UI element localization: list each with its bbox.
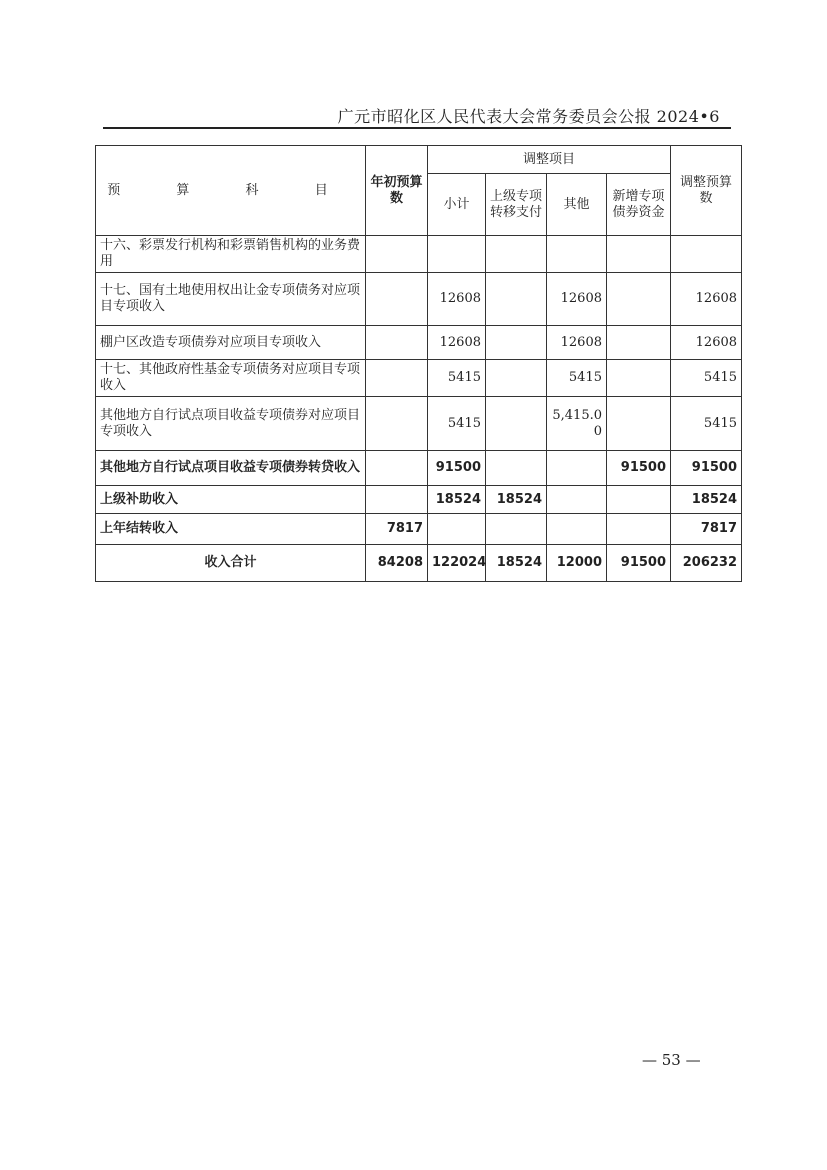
cell-subtotal	[428, 514, 486, 545]
cell-initial	[366, 486, 428, 514]
cell-subtotal: 18524	[428, 486, 486, 514]
header-transfer: 上级专项转移支付	[486, 174, 547, 236]
header-initial-budget: 年初预算数	[366, 146, 428, 236]
cell-transfer	[486, 236, 547, 273]
cell-other	[547, 486, 607, 514]
table-row	[96, 326, 742, 360]
cell-transfer	[486, 326, 547, 360]
cell-initial: 84208	[366, 545, 428, 582]
row-name: 其他地方自行试点项目收益专项债券对应项目专项收入	[96, 397, 366, 451]
cell-initial	[366, 451, 428, 486]
cell-bond	[607, 273, 671, 326]
header-subtotal: 小计	[428, 174, 486, 236]
row-name: 十七、其他政府性基金专项债务对应项目专项收入	[96, 360, 366, 397]
cell-bond: 91500	[607, 545, 671, 582]
cell-other	[547, 236, 607, 273]
cell-initial	[366, 236, 428, 273]
cell-adjusted: 18524	[671, 486, 742, 514]
cell-other: 12608	[547, 326, 607, 360]
table-row	[96, 486, 742, 514]
cell-adjusted: 7817	[671, 514, 742, 545]
table-row	[96, 236, 742, 273]
row-name: 收入合计	[96, 545, 366, 582]
cell-subtotal: 12608	[428, 273, 486, 326]
cell-other	[547, 451, 607, 486]
header-subject: 预 算 科 目	[96, 146, 366, 236]
cell-adjusted: 5415	[671, 360, 742, 397]
cell-bond	[607, 397, 671, 451]
cell-transfer	[486, 514, 547, 545]
cell-initial	[366, 273, 428, 326]
row-name: 上级补助收入	[96, 486, 366, 514]
table-row-total	[96, 545, 742, 582]
row-name: 棚户区改造专项债券对应项目专项收入	[96, 326, 366, 360]
row-name: 十七、国有土地使用权出让金专项债务对应项目专项收入	[96, 273, 366, 326]
budget-adjustment-table	[95, 145, 742, 582]
cell-transfer	[486, 397, 547, 451]
cell-initial	[366, 397, 428, 451]
table-row	[96, 360, 742, 397]
cell-bond	[607, 326, 671, 360]
header-adjust-group: 调整项目	[428, 146, 671, 174]
row-name: 上年结转收入	[96, 514, 366, 545]
row-name: 其他地方自行试点项目收益专项债券转贷收入	[96, 451, 366, 486]
page-number: — 53 —	[642, 1051, 701, 1069]
cell-adjusted: 12608	[671, 273, 742, 326]
cell-adjusted	[671, 236, 742, 273]
table-row	[96, 451, 742, 486]
cell-subtotal: 5415	[428, 360, 486, 397]
cell-initial	[366, 360, 428, 397]
gazette-header-title: 广元市昭化区人民代表大会常务委员会公报 2024•6	[337, 107, 720, 126]
cell-subtotal	[428, 236, 486, 273]
cell-adjusted: 5415	[671, 397, 742, 451]
cell-adjusted: 91500	[671, 451, 742, 486]
cell-other: 5415	[547, 360, 607, 397]
cell-bond	[607, 236, 671, 273]
cell-initial	[366, 326, 428, 360]
cell-adjusted: 12608	[671, 326, 742, 360]
cell-bond: 91500	[607, 451, 671, 486]
cell-transfer	[486, 273, 547, 326]
table-row	[96, 273, 742, 326]
cell-other	[547, 514, 607, 545]
cell-other: 12000	[547, 545, 607, 582]
table-row	[96, 514, 742, 545]
cell-subtotal: 5415	[428, 397, 486, 451]
row-name: 十六、彩票发行机构和彩票销售机构的业务费用	[96, 236, 366, 273]
cell-other: 5,415.00	[547, 397, 607, 451]
cell-subtotal: 122024	[428, 545, 486, 582]
cell-subtotal: 91500	[428, 451, 486, 486]
header-bond: 新增专项债券资金	[607, 174, 671, 236]
cell-transfer	[486, 360, 547, 397]
cell-bond	[607, 486, 671, 514]
cell-bond	[607, 514, 671, 545]
cell-adjusted: 206232	[671, 545, 742, 582]
cell-transfer: 18524	[486, 545, 547, 582]
header-rule	[103, 127, 731, 129]
cell-transfer	[486, 451, 547, 486]
cell-subtotal: 12608	[428, 326, 486, 360]
cell-bond	[607, 360, 671, 397]
cell-other: 12608	[547, 273, 607, 326]
table-row	[96, 397, 742, 451]
cell-initial: 7817	[366, 514, 428, 545]
header-other: 其他	[547, 174, 607, 236]
cell-transfer: 18524	[486, 486, 547, 514]
header-adjusted-budget: 调整预算数	[671, 146, 742, 236]
